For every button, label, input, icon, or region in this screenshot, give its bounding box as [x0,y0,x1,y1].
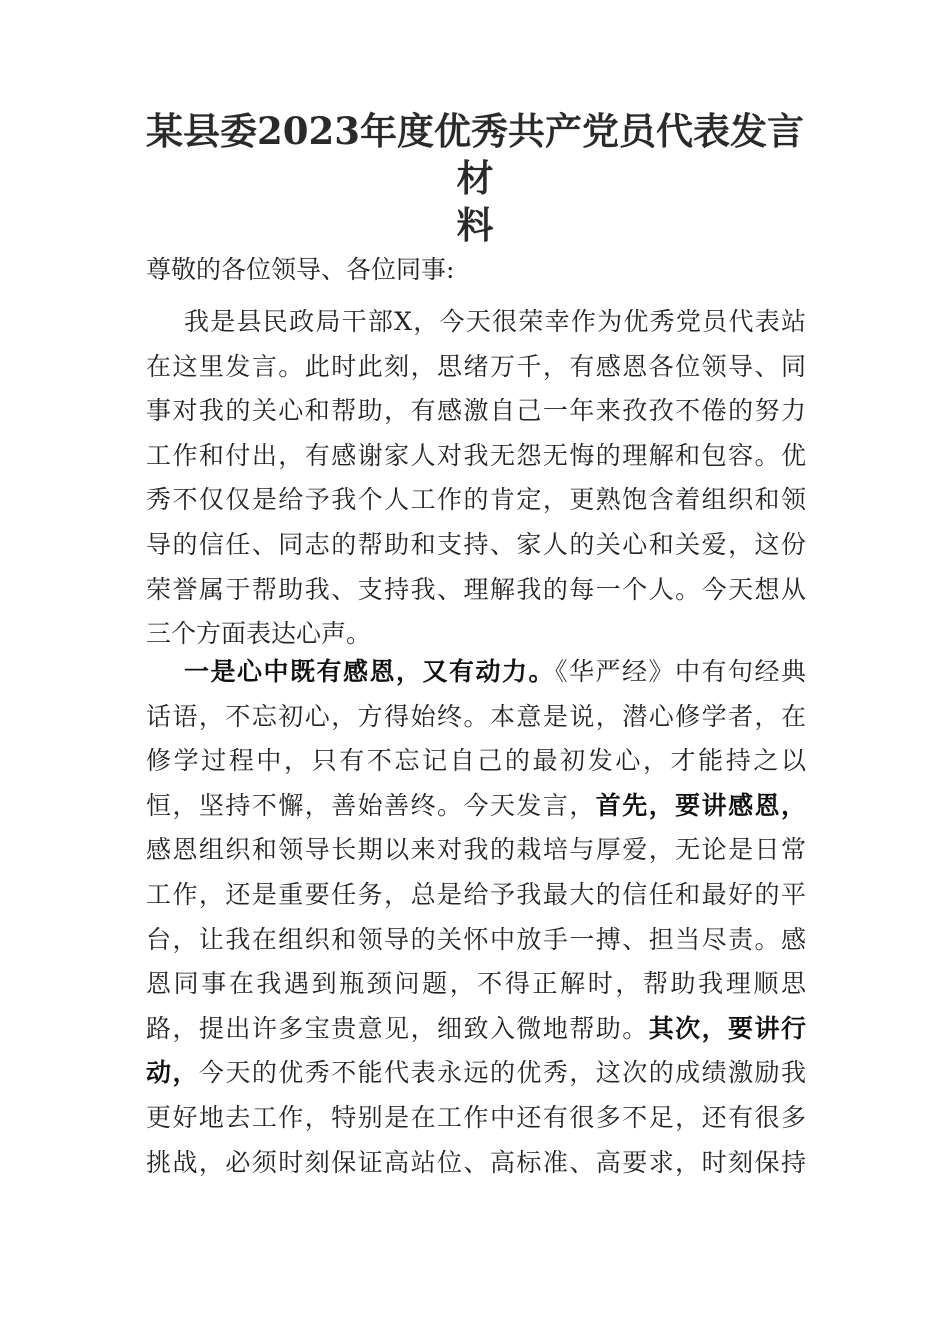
text-line [146,918,806,963]
text: 荣誉属于帮助我、支持我、理解我的每一个人。今天想从 [146,574,806,604]
text-line [146,478,806,523]
text-line [146,568,806,613]
text: 秀不仅仅是给予我个人工作的肯定，更熟饱含着组织和领 [146,485,806,515]
text-line [146,784,806,829]
text-line [146,962,806,1007]
text-line [146,300,806,345]
text-line [146,1007,806,1052]
text: 事对我的关心和帮助，有感激自己一年来孜孜不倦的努力 [146,396,806,426]
text: 恩同事在我遇到瓶颈问题，不得正解时，帮助我理顺思 [146,969,806,999]
text: 导的信任、同志的帮助和支持、家人的关心和关爱，这份 [146,529,806,559]
title-line: 某县委2023年度优秀共产党员代表发言材 [146,109,804,200]
text-line [146,828,806,873]
text-line [146,434,806,479]
paragraph-2 [146,650,806,1185]
text-line [146,1141,806,1186]
text-line [146,523,806,568]
text-line [146,873,806,918]
paragraph-1 [146,300,806,657]
text: 话语，不忘初心，方得始终。本意是说，潜心修学者，在 [146,701,806,731]
text: 工作和付出，有感谢家人对我无怨无悔的理解和包容。优 [146,440,806,470]
document-title [140,108,810,249]
salutation: 尊敬的各位领导、各位同事: [146,255,455,284]
text-line [146,739,806,784]
text-line [146,695,806,740]
text: 路，提出许多宝贵意见，细致入微地帮助。 [146,1013,649,1043]
bold-text: 首先，要讲感恩， [595,790,806,820]
bold-text: 其次，要讲行 [648,1013,806,1043]
title-line: 料 [456,203,494,247]
text-line [146,650,806,695]
text: 挑战，必须时刻保证高站位、高标准、高要求，时刻保持 [146,1147,806,1177]
bold-text: 一是心中既有感恩，又有动力。 [184,657,555,686]
text: 今天的优秀不能代表永远的优秀，这次的成绩激励我 [198,1058,806,1088]
text: 三个方面表达心声。 [146,619,372,649]
text-line [146,345,806,390]
text: 《华严经》中有句经典 [554,657,806,686]
text-line [146,1051,806,1096]
text: 感恩组织和领导长期以来对我的栽培与厚爱，无论是日常 [146,835,806,865]
text: 我是县民政局干部X，今天很荣幸作为优秀党员代表站 [184,307,806,336]
text: 恒，坚持不懈，善始善终。今天发言， [146,790,596,820]
bold-text: 动， [146,1058,199,1088]
text: 台，让我在组织和领导的关怀中放手一搏、担当尽责。感 [146,924,806,954]
text: 修学过程中，只有不忘记自己的最初发心，才能持之以 [146,746,806,776]
text: 在这里发言。此时此刻，思绪万千，有感恩各位领导、同 [146,351,806,381]
text-line [146,389,806,434]
text-line [146,1096,806,1141]
text: 更好地去工作，特别是在工作中还有很多不足，还有很多 [146,1102,806,1132]
text: 工作，还是重要任务，总是给予我最大的信任和最好的平 [146,879,806,909]
